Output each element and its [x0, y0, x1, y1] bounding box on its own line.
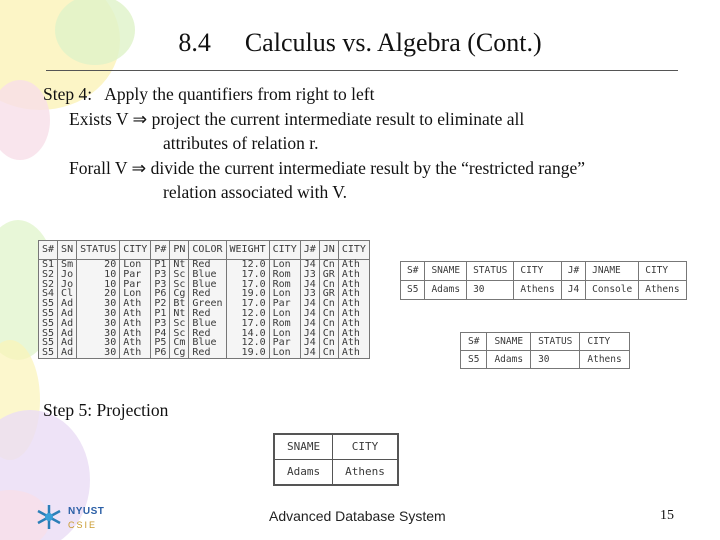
column-header: SN — [58, 241, 77, 260]
column-header: CITY — [338, 241, 369, 260]
table-cell: 10 — [77, 280, 120, 290]
table-cell: Ath — [338, 319, 369, 329]
table-cell: S5 — [39, 319, 58, 329]
table-cell: Red — [189, 329, 226, 339]
table-cell: 30 — [77, 309, 120, 319]
table-cell: Jo — [58, 280, 77, 290]
table-cell: Ath — [338, 260, 369, 270]
table-cell: 17.0 — [226, 299, 269, 309]
table-cell: Rom — [269, 280, 300, 290]
table-cell: Sc — [170, 319, 189, 329]
snowflake-icon — [34, 502, 64, 532]
table-cell: Cn — [319, 280, 338, 290]
table-cell: P5 — [151, 338, 170, 348]
table-cell: J4 — [300, 309, 319, 319]
column-header: JN — [319, 241, 338, 260]
table-cell: Ad — [58, 309, 77, 319]
supplier-project-table — [400, 261, 687, 300]
table-cell: Nt — [170, 309, 189, 319]
table-cell: Sm — [58, 260, 77, 270]
table-cell: Console — [586, 281, 639, 300]
table-cell: J3 — [300, 270, 319, 280]
table-cell: Sc — [170, 280, 189, 290]
table-cell: Cn — [319, 299, 338, 309]
table-cell: Cn — [319, 309, 338, 319]
column-header: STATUS — [77, 241, 120, 260]
logo-line1: NYUST — [68, 506, 105, 517]
table-cell: Red — [189, 309, 226, 319]
table-cell: J4 — [300, 260, 319, 270]
table-cell: S5 — [39, 309, 58, 319]
table-cell: P6 — [151, 289, 170, 299]
table-cell: Lon — [269, 260, 300, 270]
column-header: JNAME — [586, 262, 639, 281]
table-cell: 19.0 — [226, 289, 269, 299]
table-cell: Par — [120, 280, 151, 290]
table-cell: Cn — [319, 348, 338, 358]
step5-heading: Step 5: Projection — [43, 400, 169, 420]
column-header: S# — [401, 262, 425, 281]
table-cell: Lon — [120, 289, 151, 299]
table-cell: Ath — [120, 329, 151, 339]
table-cell: Cm — [170, 338, 189, 348]
exists-line-cont: attributes of relation r. — [163, 133, 319, 153]
table-cell: Cn — [319, 260, 338, 270]
table-cell: J4 — [300, 338, 319, 348]
table-cell: Ad — [58, 319, 77, 329]
table-cell: P6 — [151, 348, 170, 358]
table-cell: Rom — [269, 319, 300, 329]
table-cell: Nt — [170, 260, 189, 270]
column-header: WEIGHT — [226, 241, 269, 260]
table-cell: Ad — [58, 348, 77, 358]
table-cell: Ath — [338, 329, 369, 339]
table-cell: Cg — [170, 289, 189, 299]
table-cell: Rom — [269, 270, 300, 280]
table-cell: Red — [189, 289, 226, 299]
table-cell: 20 — [77, 289, 120, 299]
exists-line: Exists V ⇒ project the current intermediate result to eliminate all — [69, 108, 525, 129]
table-cell: Green — [189, 299, 226, 309]
table-row — [39, 348, 370, 358]
column-header: J# — [561, 262, 585, 281]
column-header: COLOR — [189, 241, 226, 260]
table-cell: S2 — [39, 270, 58, 280]
table-cell: GR — [319, 289, 338, 299]
table-cell: Ath — [120, 309, 151, 319]
table-cell: Cg — [170, 348, 189, 358]
table-cell: Ath — [120, 348, 151, 358]
logo-line2: CSIE — [68, 520, 98, 530]
table-row — [461, 351, 630, 369]
table-cell: S5 — [39, 299, 58, 309]
column-header: S# — [461, 333, 487, 351]
header-row — [401, 262, 687, 281]
table-cell: S5 — [39, 348, 58, 358]
table-cell: P2 — [151, 299, 170, 309]
table-cell: P3 — [151, 270, 170, 280]
table-cell: 30 — [77, 319, 120, 329]
table-cell: S5 — [39, 329, 58, 339]
table-cell: Ath — [338, 280, 369, 290]
table-cell: 30 — [77, 338, 120, 348]
table-cell: Cn — [319, 338, 338, 348]
table-cell: S5 — [39, 338, 58, 348]
table-cell: Blue — [189, 270, 226, 280]
table-cell: Athens — [580, 351, 629, 369]
table-cell: J4 — [300, 280, 319, 290]
table-cell: 17.0 — [226, 280, 269, 290]
table-cell: Lon — [269, 329, 300, 339]
table-cell: Red — [189, 348, 226, 358]
table-cell: J4 — [561, 281, 585, 300]
table-cell: Blue — [189, 280, 226, 290]
table-cell: Ath — [338, 299, 369, 309]
step4-text — [43, 82, 585, 205]
table-cell: P1 — [151, 309, 170, 319]
table-cell: Par — [269, 338, 300, 348]
table-cell: 12.0 — [226, 260, 269, 270]
table-cell: Athens — [333, 460, 398, 486]
table-cell: Ad — [58, 338, 77, 348]
column-header: PN — [170, 241, 189, 260]
title-text: Calculus vs. Algebra (Cont.) — [244, 28, 542, 57]
header-row — [461, 333, 630, 351]
intermediate-result-table — [38, 240, 370, 359]
table-cell: Red — [189, 260, 226, 270]
section-number: 8.4 — [178, 28, 211, 57]
column-header: SNAME — [274, 434, 333, 460]
table-cell: Lon — [269, 348, 300, 358]
column-header: STATUS — [531, 333, 580, 351]
table-cell: 30 — [77, 348, 120, 358]
table-cell: Lon — [269, 289, 300, 299]
table-cell: P3 — [151, 319, 170, 329]
table-cell: 12.0 — [226, 338, 269, 348]
table-cell: J4 — [300, 319, 319, 329]
table-cell: Cn — [319, 329, 338, 339]
table-cell: J4 — [300, 299, 319, 309]
table-cell: Ath — [338, 348, 369, 358]
table-cell: 12.0 — [226, 309, 269, 319]
table-cell: 30 — [467, 281, 514, 300]
column-header: P# — [151, 241, 170, 260]
table-row — [274, 460, 398, 486]
table-cell: Adams — [487, 351, 531, 369]
table-cell: Blue — [189, 338, 226, 348]
table-cell: Sc — [170, 329, 189, 339]
table-cell: Cl — [58, 289, 77, 299]
table-cell: Ad — [58, 329, 77, 339]
column-header: S# — [39, 241, 58, 260]
column-header: CITY — [580, 333, 629, 351]
supplier-table — [460, 332, 630, 369]
column-header: CITY — [120, 241, 151, 260]
table-cell: Blue — [189, 319, 226, 329]
forall-line-cont: relation associated with V. — [163, 182, 348, 202]
table-cell: S1 — [39, 260, 58, 270]
table-cell: Jo — [58, 270, 77, 280]
column-header: STATUS — [467, 262, 514, 281]
table-cell: S5 — [461, 351, 487, 369]
table-cell: Ath — [120, 299, 151, 309]
table-cell: Ath — [120, 319, 151, 329]
table-row — [401, 281, 687, 300]
column-header: SNAME — [487, 333, 531, 351]
table-cell: Lon — [120, 260, 151, 270]
header-row — [274, 434, 398, 460]
header-row — [39, 241, 370, 260]
table-cell: GR — [319, 270, 338, 280]
table-cell: Ath — [120, 338, 151, 348]
table-cell: 19.0 — [226, 348, 269, 358]
footer-text: Advanced Database System — [269, 508, 446, 524]
table-cell: P3 — [151, 280, 170, 290]
table-cell: Ath — [338, 309, 369, 319]
table-cell: Ath — [338, 270, 369, 280]
column-header: CITY — [269, 241, 300, 260]
table-cell: Ath — [338, 338, 369, 348]
table-cell: 20 — [77, 260, 120, 270]
table-cell: Athens — [514, 281, 561, 300]
table-cell: Adams — [425, 281, 467, 300]
forall-line: Forall V ⇒ divide the current intermediate result by the “restricted range” — [69, 157, 585, 178]
table-cell: Athens — [639, 281, 686, 300]
table-cell: J4 — [300, 348, 319, 358]
column-header: SNAME — [425, 262, 467, 281]
table-cell: J4 — [300, 329, 319, 339]
table-cell: 14.0 — [226, 329, 269, 339]
table-cell: Bt — [170, 299, 189, 309]
column-header: CITY — [514, 262, 561, 281]
page-number: 15 — [660, 508, 674, 523]
table-cell: S5 — [401, 281, 425, 300]
step4-heading: Step 4: Apply the quantifiers from right to left — [43, 84, 375, 104]
column-header: J# — [300, 241, 319, 260]
table-cell: P4 — [151, 329, 170, 339]
slide-title — [0, 28, 720, 58]
table-cell: Lon — [269, 309, 300, 319]
table-cell: 30 — [531, 351, 580, 369]
table-cell: P1 — [151, 260, 170, 270]
table-cell: Sc — [170, 270, 189, 280]
table-cell: 10 — [77, 270, 120, 280]
table-cell: S2 — [39, 280, 58, 290]
table-cell: 17.0 — [226, 319, 269, 329]
table-cell: Ad — [58, 299, 77, 309]
table-cell: Par — [269, 299, 300, 309]
table-cell: 30 — [77, 329, 120, 339]
table-cell: Cn — [319, 319, 338, 329]
column-header: CITY — [333, 434, 398, 460]
column-header: CITY — [639, 262, 686, 281]
projection-result-table — [273, 433, 399, 486]
table-cell: S4 — [39, 289, 58, 299]
table-cell: Ath — [338, 289, 369, 299]
title-divider — [46, 70, 678, 71]
table-cell: 17.0 — [226, 270, 269, 280]
nyust-logo — [34, 502, 114, 538]
table-cell: 30 — [77, 299, 120, 309]
table-cell: Par — [120, 270, 151, 280]
table-cell: J3 — [300, 289, 319, 299]
table-cell: Adams — [274, 460, 333, 486]
